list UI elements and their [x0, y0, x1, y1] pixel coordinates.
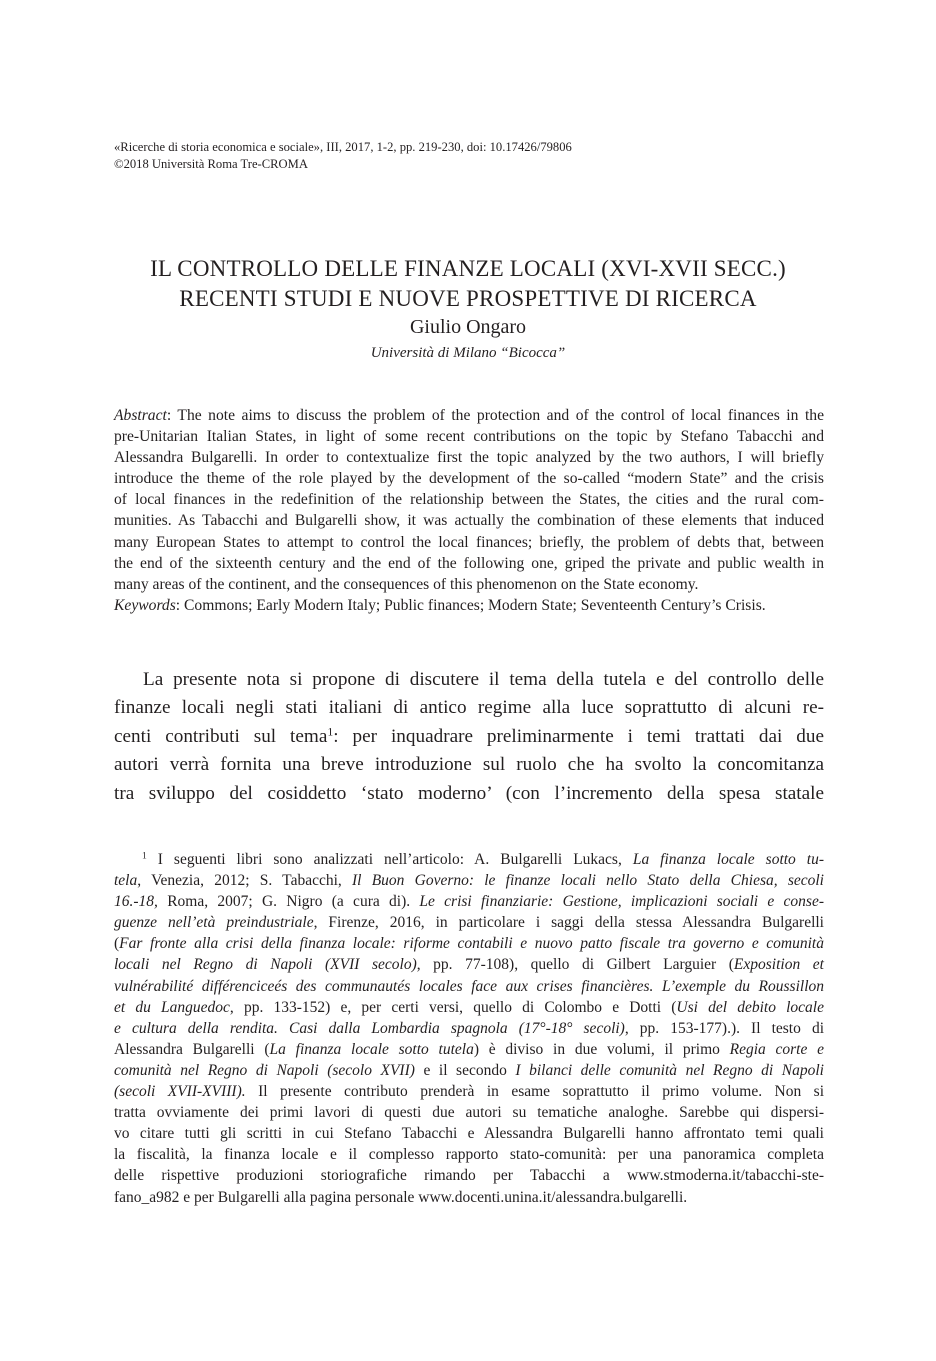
footnote-line: la fiscalità, la finanza locale e il complesso rapporto stato-comunità: per una panoramica completa [114, 1146, 824, 1164]
abstract-line: munities. As Tabacchi and Bulgarelli show, it was actually the combination of these elements that induced [114, 512, 824, 530]
abstract-line: pre-Unitarian Italian States, in light of some recent contributions on the topic by Stefano Tabacchi and [114, 428, 824, 446]
footnote-line: (secoli XVII-XVIII). Il presente contributo prenderà in esame soprattutto il primo volume. Non si [114, 1083, 824, 1101]
footnote-line: $^1$ I seguenti libri sono analizzati nell’articolo: A. Bulgarelli Lukacs, La finanza locale sotto tu- [142, 850, 825, 868]
article-title [0, 254, 936, 314]
footnote-line: delle rispettive produzioni storiografiche rimando per Tabacchi a www.stmoderna.it/tabacchi-ste- [114, 1167, 824, 1185]
keywords-line: Keywords: Commons; Early Modern Italy; Public finances; Modern State; Seventeenth Century’s Crisis. [114, 596, 766, 614]
title-line-2: RECENTI STUDI E NUOVE PROSPETTIVE DI RICERCA [179, 286, 757, 311]
running-header [114, 139, 814, 173]
footnote-line: (Far fronte alla crisi della finanza locale: riforme contabili e nuovo patto fiscale tra governo e comunità [114, 935, 824, 953]
abstract-line: Alessandra Bulgarelli. In order to contextualize first the topic analyzed by the two authors, I will briefly [114, 449, 824, 467]
author-affiliation: Università di Milano “Bicocca” [370, 345, 566, 361]
abstract-line: the end of the sixteenth century and the end of the following one, griped the private and public wealth in [114, 554, 824, 572]
abstract-block [114, 405, 824, 616]
journal-citation: «Ricerche di storia economica e sociale», III, 2017, 1-2, pp. 219-230, doi: 10.17426/79806 [114, 140, 572, 154]
abstract-line: many areas of the continent, and the consequences of this phenomenon on the State economy. [114, 575, 699, 593]
body-line: tra sviluppo del cosiddetto ‘stato moderno’ (con l’incremento della spesa statale [114, 782, 824, 804]
footnote-line: tela, Venezia, 2012; S. Tabacchi, Il Buon Governo: le finanze locali nello Stato della Chiesa, secoli [114, 872, 824, 890]
footnote-line: tratta ovviamente dei primi lavori di questi due autori su tematiche analoghe. Sarebbe qui dispersi- [114, 1104, 824, 1122]
footnote-line: comunità nel Regno di Napoli (secolo XVII) e il secondo I bilanci delle comunità nel Regno di Napoli [114, 1061, 824, 1079]
footnote-line: locali nel Regno di Napoli (XVII secolo), pp. 77-108), quello di Gilbert Larguier (Exposition et [114, 956, 824, 974]
footnote-line: guenze nell’età preindustriale, Firenze, 2016, in particolare i saggi della stessa Alessandra Bulgarelli [114, 914, 824, 932]
footnote-reference[interactable]: 1 [327, 724, 334, 739]
footnote-block [114, 849, 824, 1208]
body-line: centi contributi sul tema$^1$: per inquadrare preliminarmente i temi trattati dai due [114, 724, 824, 747]
abstract-line: of local finances in the redefinition of the relationship between the States, the cities and the rural com- [114, 491, 824, 509]
keywords-label: Keywords [114, 596, 176, 614]
abstract-line: Abstract: The note aims to discuss the problem of the protection and of the control of local finances in the [114, 407, 824, 424]
author-name: Giulio Ongaro [409, 316, 527, 338]
abstract-line: introduce the theme of the role played by the development of the so-called “modern State” and the crisis [114, 470, 824, 488]
copyright-notice: ©2018 Università Roma Tre-CROMA [114, 157, 308, 171]
body-text [114, 666, 824, 808]
footnote-line: fano_a982 e per Bulgarelli alla pagina personale www.docenti.unina.it/alessandra.bulgarelli. [114, 1188, 688, 1206]
title-line-1: IL CONTROLLO DELLE FINANZE LOCALI (XVI-XVII SECC.) [150, 256, 786, 281]
footnote-line: vo citare tutti gli scritti in cui Stefano Tabacchi e Alessandra Bulgarelli hanno affrontato temi quali [114, 1125, 824, 1143]
footnote-line: e cultura della rendita. Casi dalla Lombardia spagnola (17°-18° secoli), pp. 153-177).). Il testo di [114, 1019, 824, 1037]
footnote-line: vulnérabilité différenciceés des communautés locales face aux crises financières. L’exemple du Roussillon [114, 977, 824, 995]
footnote-line: Alessandra Bulgarelli (La finanza locale sotto tutela) è diviso in due volumi, il primo Regia corte e [114, 1040, 824, 1058]
body-line: finanze locali negli stati italiani di antico regime alla luce soprattutto di alcuni re- [114, 697, 824, 719]
abstract-line: many European States to attempt to control the local finances; briefly, the problem of debts that, between [114, 533, 824, 551]
body-line: autori verrà fornita una breve introduzione sul ruolo che ha svolto la concomitanza [114, 754, 824, 776]
footnote-line: et du Languedoc, pp. 133-152) e, per certi versi, quello di Colombo e Dotti (Usi del debito locale [114, 998, 824, 1016]
footnote-line: 16.-18, Roma, 2007; G. Nigro (a cura di). Le crisi finanziarie: Gestione, implicazioni sociali e conse- [114, 893, 824, 911]
footnote-number: 1 [142, 850, 147, 862]
body-line: La presente nota si propone di discutere il tema della tutela e del controllo delle [143, 669, 824, 690]
abstract-label: Abstract [114, 407, 167, 424]
